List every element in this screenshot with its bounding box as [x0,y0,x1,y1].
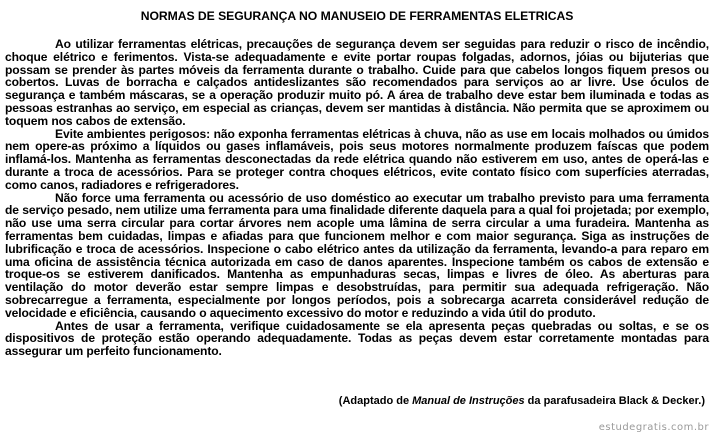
paragraph-hazardous-environments: Evite ambientes perigosos: não exponha ferramentas elétricas à chuva, não as use em locais molhados ou úmidos nem opere-as próximo a líquidos ou gases inflamáveis, pois seus motores normalmente produzem faíscas que podem inflamá-los. Mantenha as ferramentas desconectadas da rede elétrica quando não estiverem em uso, antes de operá-las e durante a troca de acessórios. Para se proteger contra choques elétricos, evite contato físico com superfícies aterradas, como canos, radiadores e refrigeradores. [5,126,709,192]
paragraph-tool-maintenance: Não force uma ferramenta ou acessório de uso doméstico ao executar um trabalho previsto para uma ferramenta de serviço pesado, nem utilize uma ferramenta para uma finalidade diferente daquela para a qual foi projetada; por exemplo, não use uma serra circular para cortar árvores nem acople uma lâmina de serra circular a uma furadeira. Mantenha as ferramentas bem cuidadas, limpas e afiadas para que funcionem melhor e com maior segurança. Siga as instruções de lubrificação e troca de acessórios. Inspecione o cabo elétrico antes da utilização da ferramenta, levando-a para reparo em uma oficina de assistência técnica autorizada em caso de danos aparentes. Inspecione também os cabos de extensão e troque-os se estiverem danificados. Mantenha as empunhaduras secas, limpas e livres de óleo. As aberturas para ventilação do motor deverão estar sempre limpas e desobstruídas, para permitir sua adequada refrigeração. Não sobrecarregue a ferramenta, especialmente por longos períodos, pois a sobrecarga acarreta considerável redução de velocidade e eficiência, causando o aquecimento excessivo do motor e reduzindo a vida útil do produto. [5,190,709,320]
document-page [5,0,709,438]
paragraph-protective-gear: Ao utilizar ferramentas elétricas, precauções de segurança devem ser seguidas para reduzir o risco de incêndio, choque elétrico e ferimentos. Vista-se adequadamente e evite portar roupas folgadas, adornos, jóias ou bijuterias que possam se prender às partes móveis da ferramenta durante o trabalho. Cuide para que cabelos longos fiquem presos ou cobertos. Luvas de borracha e calçados antideslizantes são recomendados para serviços ao ar livre. Use óculos de segurança e também máscaras, se a operação produzir muito pó. A área de trabalho deve estar bem iluminada e todas as pessoas estranhas ao serviço, em especial as crianças, devem ser mantidas à distância. Não permita que se aproximem ou toquem nos cabos de extensão. [5,37,709,128]
document-title: NORMAS DE SEGURANÇA NO MANUSEIO DE FERRAMENTAS ELETRICAS [140,9,574,23]
source-manual-title: Manual de Instruções [412,395,525,407]
watermark: estudegratis.com.br [598,422,709,433]
document-body [5,38,709,358]
source-suffix: da parafusadeira Black & Decker.) [524,395,705,407]
paragraph-pre-use-check: Antes de usar a ferramenta, verifique cuidadosamente se ela apresenta peças quebradas ou soltas, e se os dispositivos de proteção estão operando adequadamente. Todas as peças devem estar corretamente montadas para assegurar um perfeito funcionamento. [5,318,709,359]
source-citation [339,395,705,408]
source-prefix: (Adaptado de [338,395,413,407]
